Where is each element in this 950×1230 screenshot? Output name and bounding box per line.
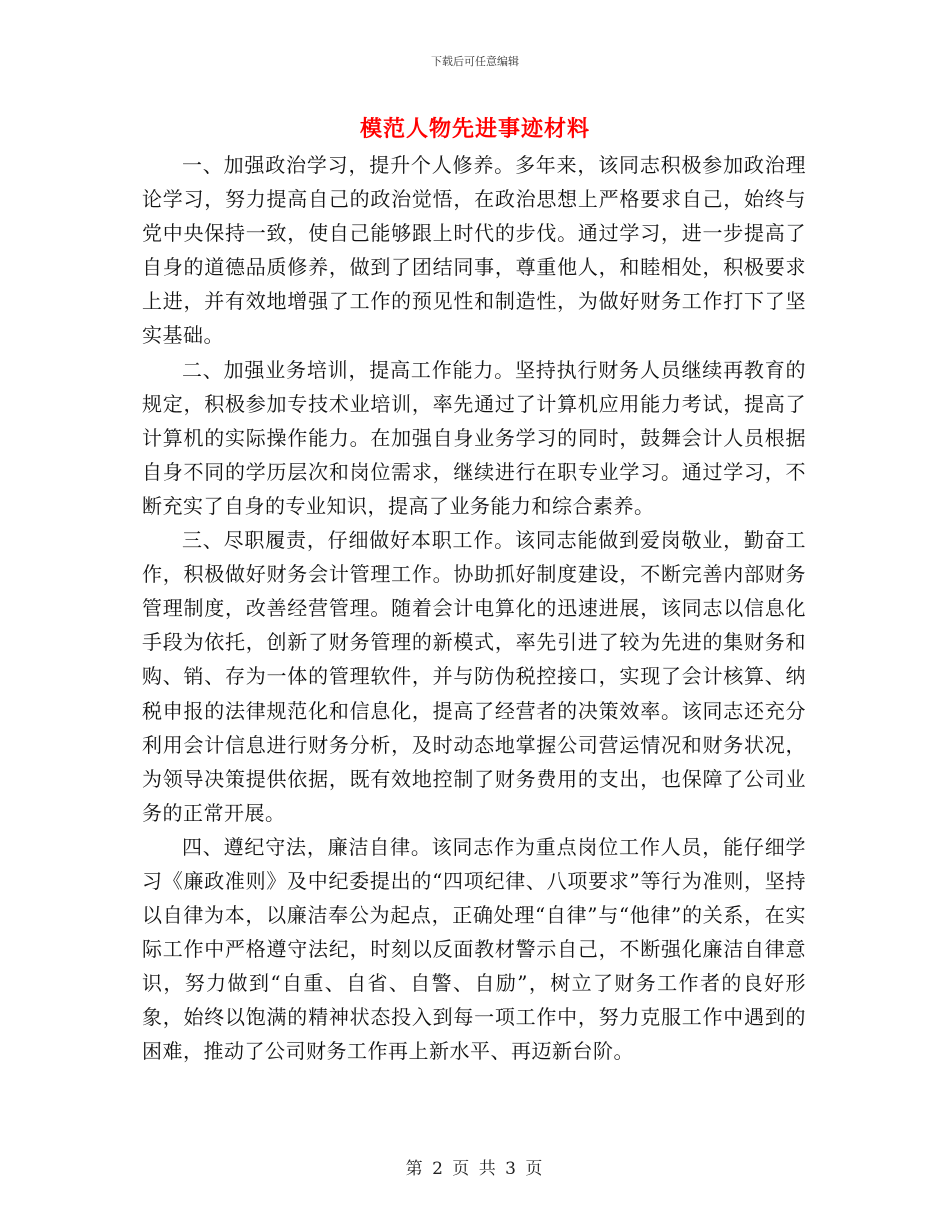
document-title: 模范人物先进事迹材料 [359,116,590,142]
page-number-footer: 第 2 页 共 3 页 [405,1159,545,1179]
paragraph-discipline-integrity: 四、遵纪守法，廉洁自律。该同志作为重点岗位工作人员，能仔细学习《廉政准则》及中纪委提出的“四项纪律、八项要求”等行为准则，坚持以自律为本，以廉洁奉公为起点，正确处理“自律”与“他律”的关系，在实际工作中严格遵守法纪，时刻以反面教材警示自己，不断强化廉洁自律意识，努力做到“自重、自省、自警、自励”，树立了财务工作者的良好形象，始终以饱满的精神状态投入到每一项工作中，努力克服工作中遇到的困难，推动了公司财务工作再上新水平、再迈新台阶。 [142,834,806,1064]
paragraph-business-training: 二、加强业务培训，提高工作能力。坚持执行财务人员继续再教育的规定，积极参加专技术业培训，率先通过了计算机应用能力考试，提高了计算机的实际操作能力。在加强自身业务学习的同时，鼓舞会计人员根据自身不同的学历层次和岗位需求，继续进行在职专业学习。通过学习，不断充实了自身的专业知识，提高了业务能力和综合素养。 [142,357,806,518]
page-header-note: 下载后可任意编辑 [431,55,519,68]
paragraph-duty-performance: 三、尽职履责，仔细做好本职工作。该同志能做到爱岗敬业，勤奋工作，积极做好财务会计管理工作。协助抓好制度建设，不断完善内部财务管理制度，改善经营管理。随着会计电算化的迅速进展，该同志以信息化手段为依托，创新了财务管理的新模式，率先引进了较为先进的集财务和购、销、存为一体的管理软件，并与防伪税控接口，实现了会计核算、纳税申报的法律规范化和信息化，提高了经营者的决策效率。该同志还充分利用会计信息进行财务分析，及时动态地掌握公司营运情况和财务状况，为领导决策提供依据，既有效地控制了财务费用的支出，也保障了公司业务的正常开展。 [142,528,806,825]
document-body [142,148,806,1069]
paragraph-political-study: 一、加强政治学习，提升个人修养。多年来，该同志积极参加政治理论学习，努力提高自己的政治觉悟，在政治思想上严格要求自己，始终与党中央保持一致，使自己能够跟上时代的步伐。通过学习，进一步提高了自身的道德品质修养，做到了团结同事，尊重他人，和睦相处，积极要求上进，并有效地增强了工作的预见性和制造性，为做好财务工作打下了坚实基础。 [142,153,806,348]
